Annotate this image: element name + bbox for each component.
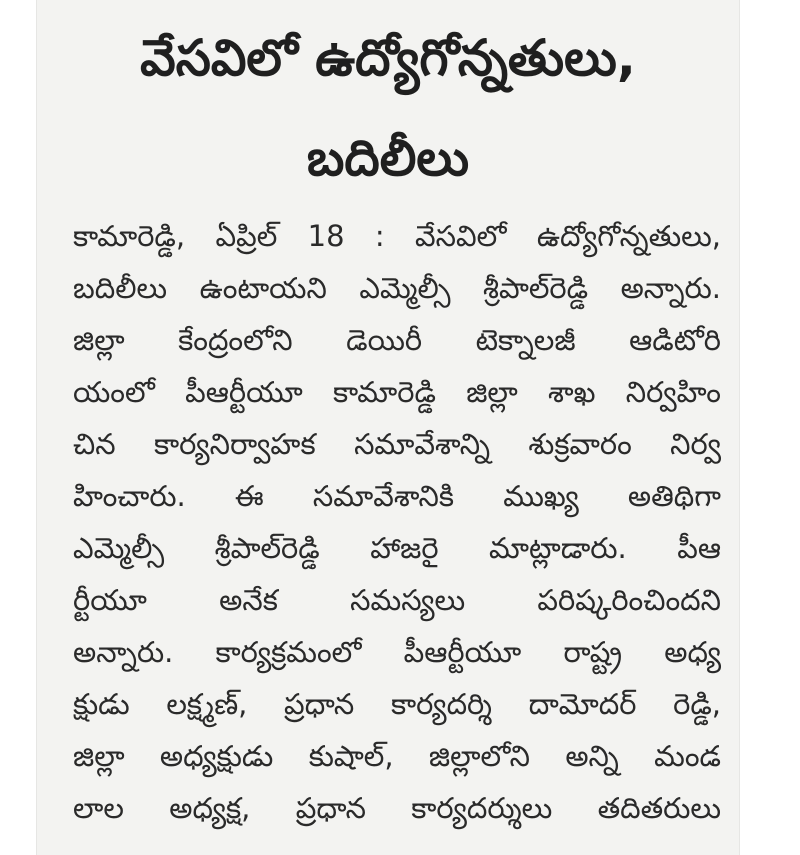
body-line: జిల్లా కేంద్రంలోని డెయిరీ టెక్నాలజీ ఆడిటోరి (73, 323, 721, 357)
body-line: బదిలీలు ఉంటాయని ఎమ్మెల్సీ శ్రీపాల్‌రెడ్డి అన్నారు. (73, 271, 721, 305)
body-line: క్షుడు లక్ష్మణ్, ప్రధాన కార్యదర్శి దామోదర్ రెడ్డి, (73, 687, 721, 721)
body-line: ఎమ్మెల్సీ శ్రీపాల్‌రెడ్డి హాజరై మాట్లాడారు. పీఆ (73, 531, 721, 565)
body-line: కామారెడ్డి, ఏప్రిల్ 18 : వేసవిలో ఉద్యోగోన్నతులు, (73, 219, 721, 253)
headline-line-2: బదిలీలు (306, 129, 470, 187)
body-line: యంలో పీఆర్టీయూ కామారెడ్డి జిల్లా శాఖ నిర్వహిం (73, 375, 721, 409)
newspaper-clipping (36, 0, 740, 855)
body-line: లాల అధ్యక్ష, ప్రధాన కార్యదర్శులు తదితరులు (73, 791, 721, 825)
body-line: చిన కార్యనిర్వాహక సమావేశాన్ని శుక్రవారం నిర్వ (73, 427, 721, 461)
body-line: హించారు. ఈ సమావేశానికి ముఖ్య అతిథిగా (73, 479, 721, 513)
body-line: జిల్లా అధ్యక్షుడు కుషాల్, జిల్లాలోని అన్ని మండ (73, 739, 721, 773)
body-line: అన్నారు. కార్యక్రమంలో పీఆర్టీయూ రాష్ట్ర అధ్య (73, 635, 721, 669)
body-line: ర్టీయూ అనేక సమస్యలు పరిష్కరించిందని (73, 583, 721, 617)
article-body (73, 210, 721, 834)
headline-line-1: వేసవిలో ఉద్యోగోన్నతులు, (140, 29, 636, 87)
